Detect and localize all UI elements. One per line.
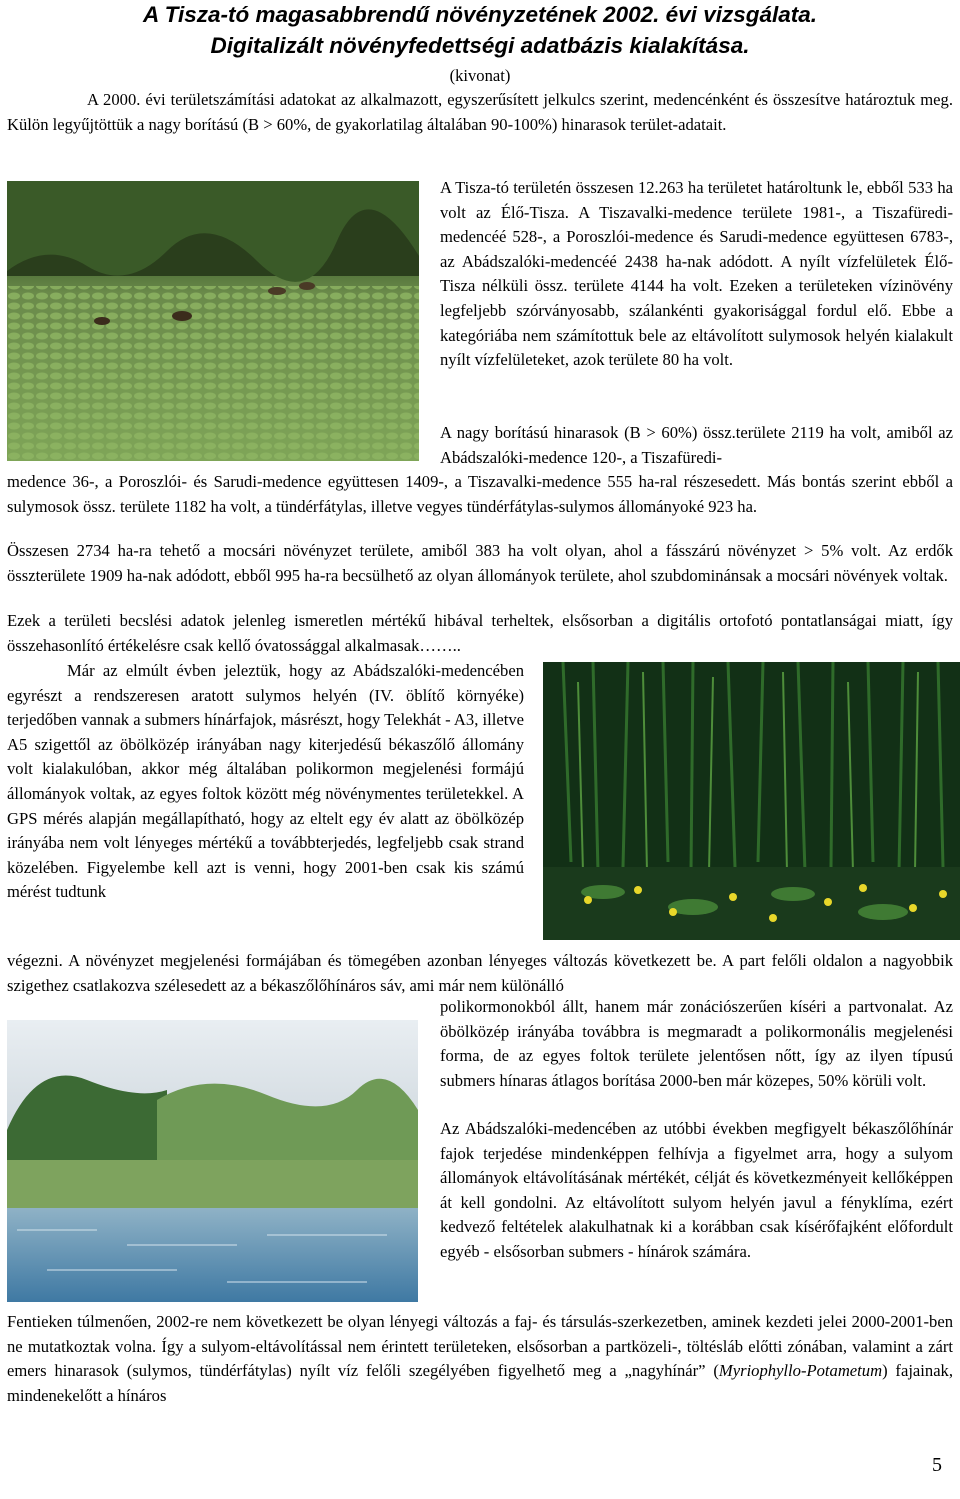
photo-reeds-lilies [543,662,960,940]
paragraph-6-side: Már az elmúlt évben jeleztük, hogy az Abádszalóki-medencében egyrészt a rendszeresen aratott sulymos helyén (IV. öblítő környéke) terjedőben vannak a submers hínárfajok, másrészt, hogy Telekhát - A3, illetve A5 szigettől az öbölközép irányában nagy kiterjedésű békaszőlő állomány volt kialakulóban, akkor még általában polikormon megjelenési formájú állományok voltak, az egyes foltok között még növénymentes területekkel. A GPS mérés alapján megállapítható, hogy az eltelt egy év alatt az öbölközép irányába nem volt lényeges mértékű a továbbterjedés, legfeljebb csak strand közelében. Figyelembe kell azt is venni, hogy 2001-ben csak kis számú mérést tudtunk [7,661,524,902]
paragraph-3-side: A nagy borítású hinarasok (B > 60%) össz.területe 2119 ha volt, amiből az Abádszalóki-medence 120-, a Tiszafüredi- [440,423,953,467]
subtitle: (kivonat) [449,66,511,85]
paragraph-6-full: végezni. A növényzet megjelenési formájában és tömegében azonban lényeges változás következett be. A part felőli oldalon a nagyobbik szigethez csatlakozva szélesedett az a békaszőlőhínáros sáv, ami már nem különálló [7,951,953,995]
title-line-1: A Tisza-tó magasabbrendű növényzetének 2002. évi vizsgálata. [142,2,817,27]
paragraph-8 [7,1310,953,1408]
photo-water-birds [7,181,419,461]
paragraph-6-side-2: polikormonokból állt, hanem már zonációszerűen kíséri a partvonalat. Az öbölközép irányába továbbra is megmaradt a polikormonális megjelenési forma, de az egyes foltok területe jelentősen nőtt, így az ilyen típusú submers hínaras átlagos borítása 2000-ben már közepes, 50% körüli volt. [440,997,953,1090]
paragraph-7: Az Abádszalóki-medencében az utóbbi években megfigyelt békaszőlőhínár fajok terjedése mindenképpen felhívja a figyelmet arra, hogy a sulyom állományok eltávolításának mértékét, célját és következményeit kellőképpen át kell gondolni. Az eltávolított sulyom helyén javul a fényklíma, ezért kedvező feltételek alakulhatnak ki a korábban csak kísérőfajként előfordult egyéb - elsősorban submers - hínárok számára. [440,1119,953,1261]
paragraph-5: Ezek a területi becslési adatok jelenleg ismeretlen mértékű hibával terheltek, elsősorban a digitális ortofotó pontatlanságai miatt, így összehasonlító értékelésre csak kellő óvatossággal alkalmasak…….. [7,611,953,655]
paragraph-3-full: medence 36-, a Poroszlói- és Sarudi-medence együttesen 1409-, a Tiszavalki-medence 555 ha-ral részesedett. Más bontás szerint ebből a sulymosok össz. területe 1182 ha volt, a tündérfátylas, illetve vegyes tündérfátylas-sulymos állományoké 923 ha. [7,472,953,516]
paragraph-8-italic: Myriophyllo-Potametum [718,1361,883,1381]
paragraph-2: A Tisza-tó területén összesen 12.263 ha területet határoltunk le, ebből 533 ha volt az Élő-Tisza. A Tiszavalki-medence területe 1981-, a Tiszafüredi-medencéé 528-, a Poroszlói-medence és Sarudi-medence együttesen 6783-, az Abádszalóki-medencéé 2438 ha-nak adódott. A nyílt vízfelületek Élő-Tisza nélküli össz. területe 4144 ha volt. Ezeken a területeken vízinövény legfeljebb szórványosabb, szálankénti gyakorisággal fordul elő. Ebbe a kategóriába nem számítottuk bele az eltávolított sulymosok helyén kialakult nyílt vízfelületeket, azok területe 80 ha volt. [440,178,953,370]
paragraph-8-text-b: ) fajainak, mindenekelőtt a hínáros [7,1361,954,1405]
page-number: 5 [932,1454,942,1476]
photo-lake-shore [7,1020,418,1302]
paragraph-1: A 2000. évi területszámítási adatokat az alkalmazott, egyszerűsített jelkulcs szerint, medencénként és összesítve határoztuk meg. Külön legyűjtöttük a nagy borítású (B > 60%, de gyakorlatilag általában 90-100%) hinarasok terület-adatait. [7,90,953,134]
title-line-2: Digitalizált növényfedettségi adatbázis kialakítása. [210,33,750,58]
paragraph-8-text-a: Fentieken túlmenően, 2002-re nem következett be olyan lényegi változás a faj- és társulás-szerkezetben, aminek kezdeti jelei 2000-2001-ben ne mutatkoztak volna. Így a sulyom-eltávolítással nem érintett területeken, elsősorban a partközeli-, töltésláb előtti zónában, valamint a zárt emers hinarasok (sulymos, tündérfátylas) nyílt víz felőli szegélyében figyelhető meg a „nagyhínár” ( [7,1312,953,1381]
paragraph-4: Összesen 2734 ha-ra tehető a mocsári növényzet területe, amiből 383 ha volt olyan, ahol a fásszárú növényzet > 5% volt. Az erdők összterülete 1909 ha-nak adódott, ebből 995 ha-ra becsülhető az olyan állományok területe, ahol szubdominánsak a mocsári növények voltak. [7,541,953,585]
